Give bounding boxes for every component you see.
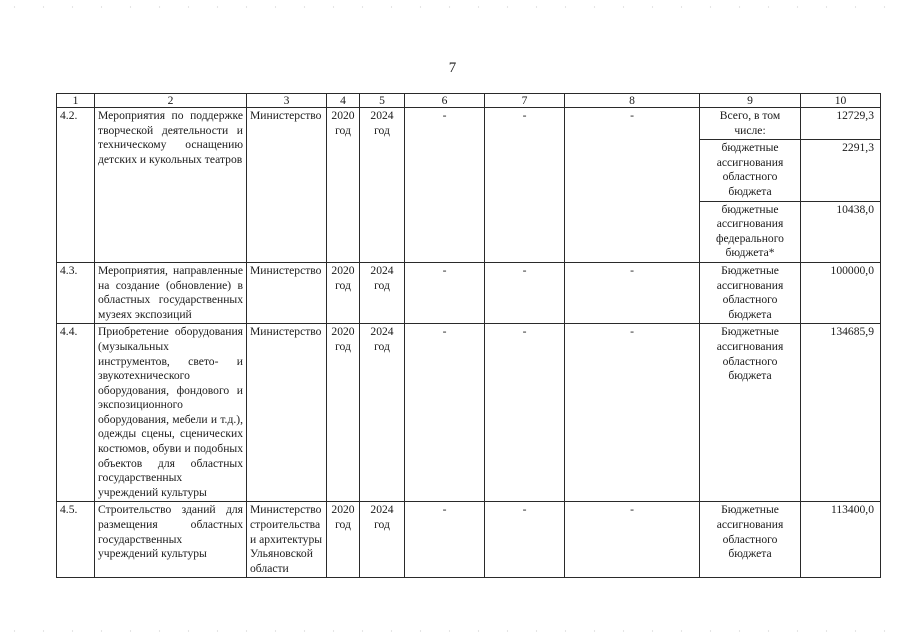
funding-amount: 2291,3 xyxy=(801,140,881,201)
end-year: 2024 год xyxy=(360,262,405,323)
funding-source: бюджетные ассигнования федерального бюджета* xyxy=(700,201,801,262)
col-7-value: - xyxy=(485,108,565,263)
header-col-3: 3 xyxy=(247,94,327,108)
funding-source: Бюджетные ассигнования областного бюджета xyxy=(700,262,801,323)
row-number: 4.2. xyxy=(57,108,95,263)
header-row xyxy=(57,94,881,108)
row-number: 4.5. xyxy=(57,502,95,578)
header-col-10: 10 xyxy=(801,94,881,108)
header-col-6: 6 xyxy=(405,94,485,108)
col-6-value: - xyxy=(405,262,485,323)
funding-amount: 113400,0 xyxy=(801,502,881,578)
table-row xyxy=(57,108,881,140)
funding-amount: 10438,0 xyxy=(801,201,881,262)
funding-source: бюджетные ассигнования областного бюджета xyxy=(700,140,801,201)
end-year: 2024 год xyxy=(360,108,405,263)
program-table xyxy=(56,93,881,578)
funding-source: Всего, в том числе: xyxy=(700,108,801,140)
start-year: 2020 год xyxy=(327,324,360,502)
start-year: 2020 год xyxy=(327,502,360,578)
header-col-1: 1 xyxy=(57,94,95,108)
col-6-value: - xyxy=(405,502,485,578)
header-col-8: 8 xyxy=(565,94,700,108)
page-number: 7 xyxy=(448,60,457,76)
table-body xyxy=(57,108,881,578)
activity-name: Мероприятия, направленные на создание (обновление) в областных государственных музеях экспозиций xyxy=(95,262,247,323)
table-row xyxy=(57,502,881,578)
activity-name: Приобретение оборудования (музыкальных инструментов, свето- и звукотехнического оборудования, фондового и экспозиционного оборудования, мебели и т.д.), одежды сцены, сценических костюмов, обуви и подобных объектов для областных государственных учреждений культуры xyxy=(95,324,247,502)
col-8-value: - xyxy=(565,502,700,578)
executor: Министерство xyxy=(247,324,327,502)
end-year: 2024 год xyxy=(360,502,405,578)
scan-artifact-top xyxy=(0,6,905,8)
col-6-value: - xyxy=(405,324,485,502)
funding-source: Бюджетные ассигнования областного бюджета xyxy=(700,324,801,502)
funding-amount: 134685,9 xyxy=(801,324,881,502)
table-row xyxy=(57,324,881,502)
funding-amount: 100000,0 xyxy=(801,262,881,323)
executor: Министерство xyxy=(247,108,327,263)
header-col-5: 5 xyxy=(360,94,405,108)
funding-amount: 12729,3 xyxy=(801,108,881,140)
end-year: 2024 год xyxy=(360,324,405,502)
header-col-9: 9 xyxy=(700,94,801,108)
col-8-value: - xyxy=(565,108,700,263)
col-7-value: - xyxy=(485,324,565,502)
executor: Министерство xyxy=(247,262,327,323)
header-col-2: 2 xyxy=(95,94,247,108)
header-col-4: 4 xyxy=(327,94,360,108)
start-year: 2020 год xyxy=(327,108,360,263)
col-6-value: - xyxy=(405,108,485,263)
col-7-value: - xyxy=(485,262,565,323)
col-8-value: - xyxy=(565,262,700,323)
table-row xyxy=(57,262,881,323)
scan-artifact-bottom xyxy=(0,630,905,632)
header-col-7: 7 xyxy=(485,94,565,108)
row-number: 4.4. xyxy=(57,324,95,502)
activity-name: Строительство зданий для размещения областных государственных учреждений культуры xyxy=(95,502,247,578)
table-header xyxy=(57,94,881,108)
row-number: 4.3. xyxy=(57,262,95,323)
start-year: 2020 год xyxy=(327,262,360,323)
executor: Министерство строительства и архитектуры Ульяновской области xyxy=(247,502,327,578)
activity-name: Мероприятия по поддержке творческой деятельности и техническому оснащению детских и кукольных театров xyxy=(95,108,247,263)
col-7-value: - xyxy=(485,502,565,578)
funding-source: Бюджетные ассигнования областного бюджета xyxy=(700,502,801,578)
col-8-value: - xyxy=(565,324,700,502)
